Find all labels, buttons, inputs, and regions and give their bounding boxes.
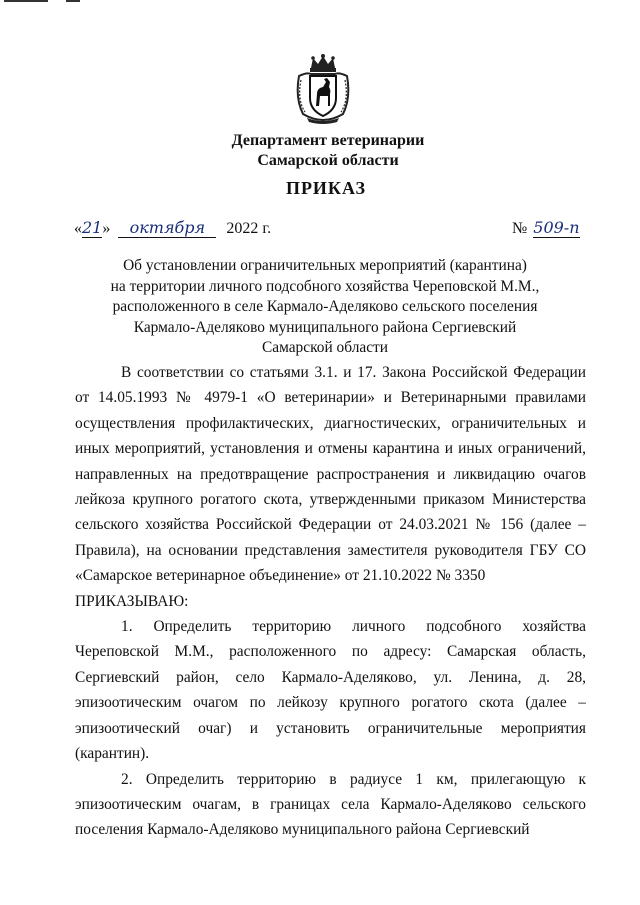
subject-line: на территории личного подсобного хозяйства Череповской М.М., [110, 277, 540, 295]
subject-line: Об установлении ограничительных мероприятий (карантина) [123, 257, 527, 274]
subject-line: Самарской области [261, 339, 388, 357]
order-item-2: 2. Определить территорию в радиусе 1 км, прилегающую к эпизоотическим очагам, в границах села Кармало-Аделяково сельского поселения Кармало-Аделяково муниципального района Сергиевский [75, 770, 586, 839]
department-line-2: Самарской области [257, 152, 399, 169]
preamble-paragraph: В соответствии со статьями 3.1. и 17. Закона Российской Федерации от 14.05.1993 № 4979-1 «О ветеринарии» и Ветеринарными правилами осуществления профилактических, диагностических, ограничительных и иных мероприятий, установления и отмены карантина и иных ограничений, направленных на предотвращение распространения и ликвидацию очагов лейкоза крупного рогатого скота, утвержденными приказом Министерства сельского хозяйства Российской Федерации от 24.03.2021 № 156 (далее – Правила), на основании представления заместителя руководителя ГБУ СО «Самарское ветеринарное объединение» от 21.10.2022 № 3350 [75, 364, 586, 585]
document-title: ПРИКАЗ [285, 178, 367, 198]
coat-of-arms-icon [293, 54, 353, 126]
document-subject [60, 256, 590, 359]
subject-line: расположенного в селе Кармало-Аделяково сельского поселения [112, 298, 538, 316]
scan-mark [66, 0, 80, 2]
document-body [75, 360, 586, 843]
date-day: 21 [82, 218, 103, 237]
department-line-1: Департамент ветеринарии [231, 132, 425, 149]
order-item-1: 1. Определить территорию личного подсобного хозяйства Череповской М.М., расположенного по адресу: Самарская область, Сергиевский район, село Кармало-Аделяково, ул. Ленина, д. 28, эпизоотическим очагом по лейкозу крупного рогатого скота (далее – эпизоотический очаг) и установить ограничительные мероприятия (карантин). [75, 618, 586, 763]
number-value: 509-п [533, 218, 580, 237]
order-word: ПРИКАЗЫВАЮ: [75, 592, 189, 610]
department-name [0, 131, 640, 171]
document-date [74, 218, 271, 238]
date-month: октября [118, 218, 216, 238]
subject-line: Кармало-Аделяково муниципального района Сергиевский [133, 318, 517, 336]
date-open-quote: « [74, 220, 82, 237]
date-year: 2022 г. [226, 220, 272, 237]
number-label: № [512, 220, 528, 237]
date-close-quote: » [102, 220, 111, 237]
document-number [512, 218, 580, 238]
scan-mark [4, 0, 48, 2]
